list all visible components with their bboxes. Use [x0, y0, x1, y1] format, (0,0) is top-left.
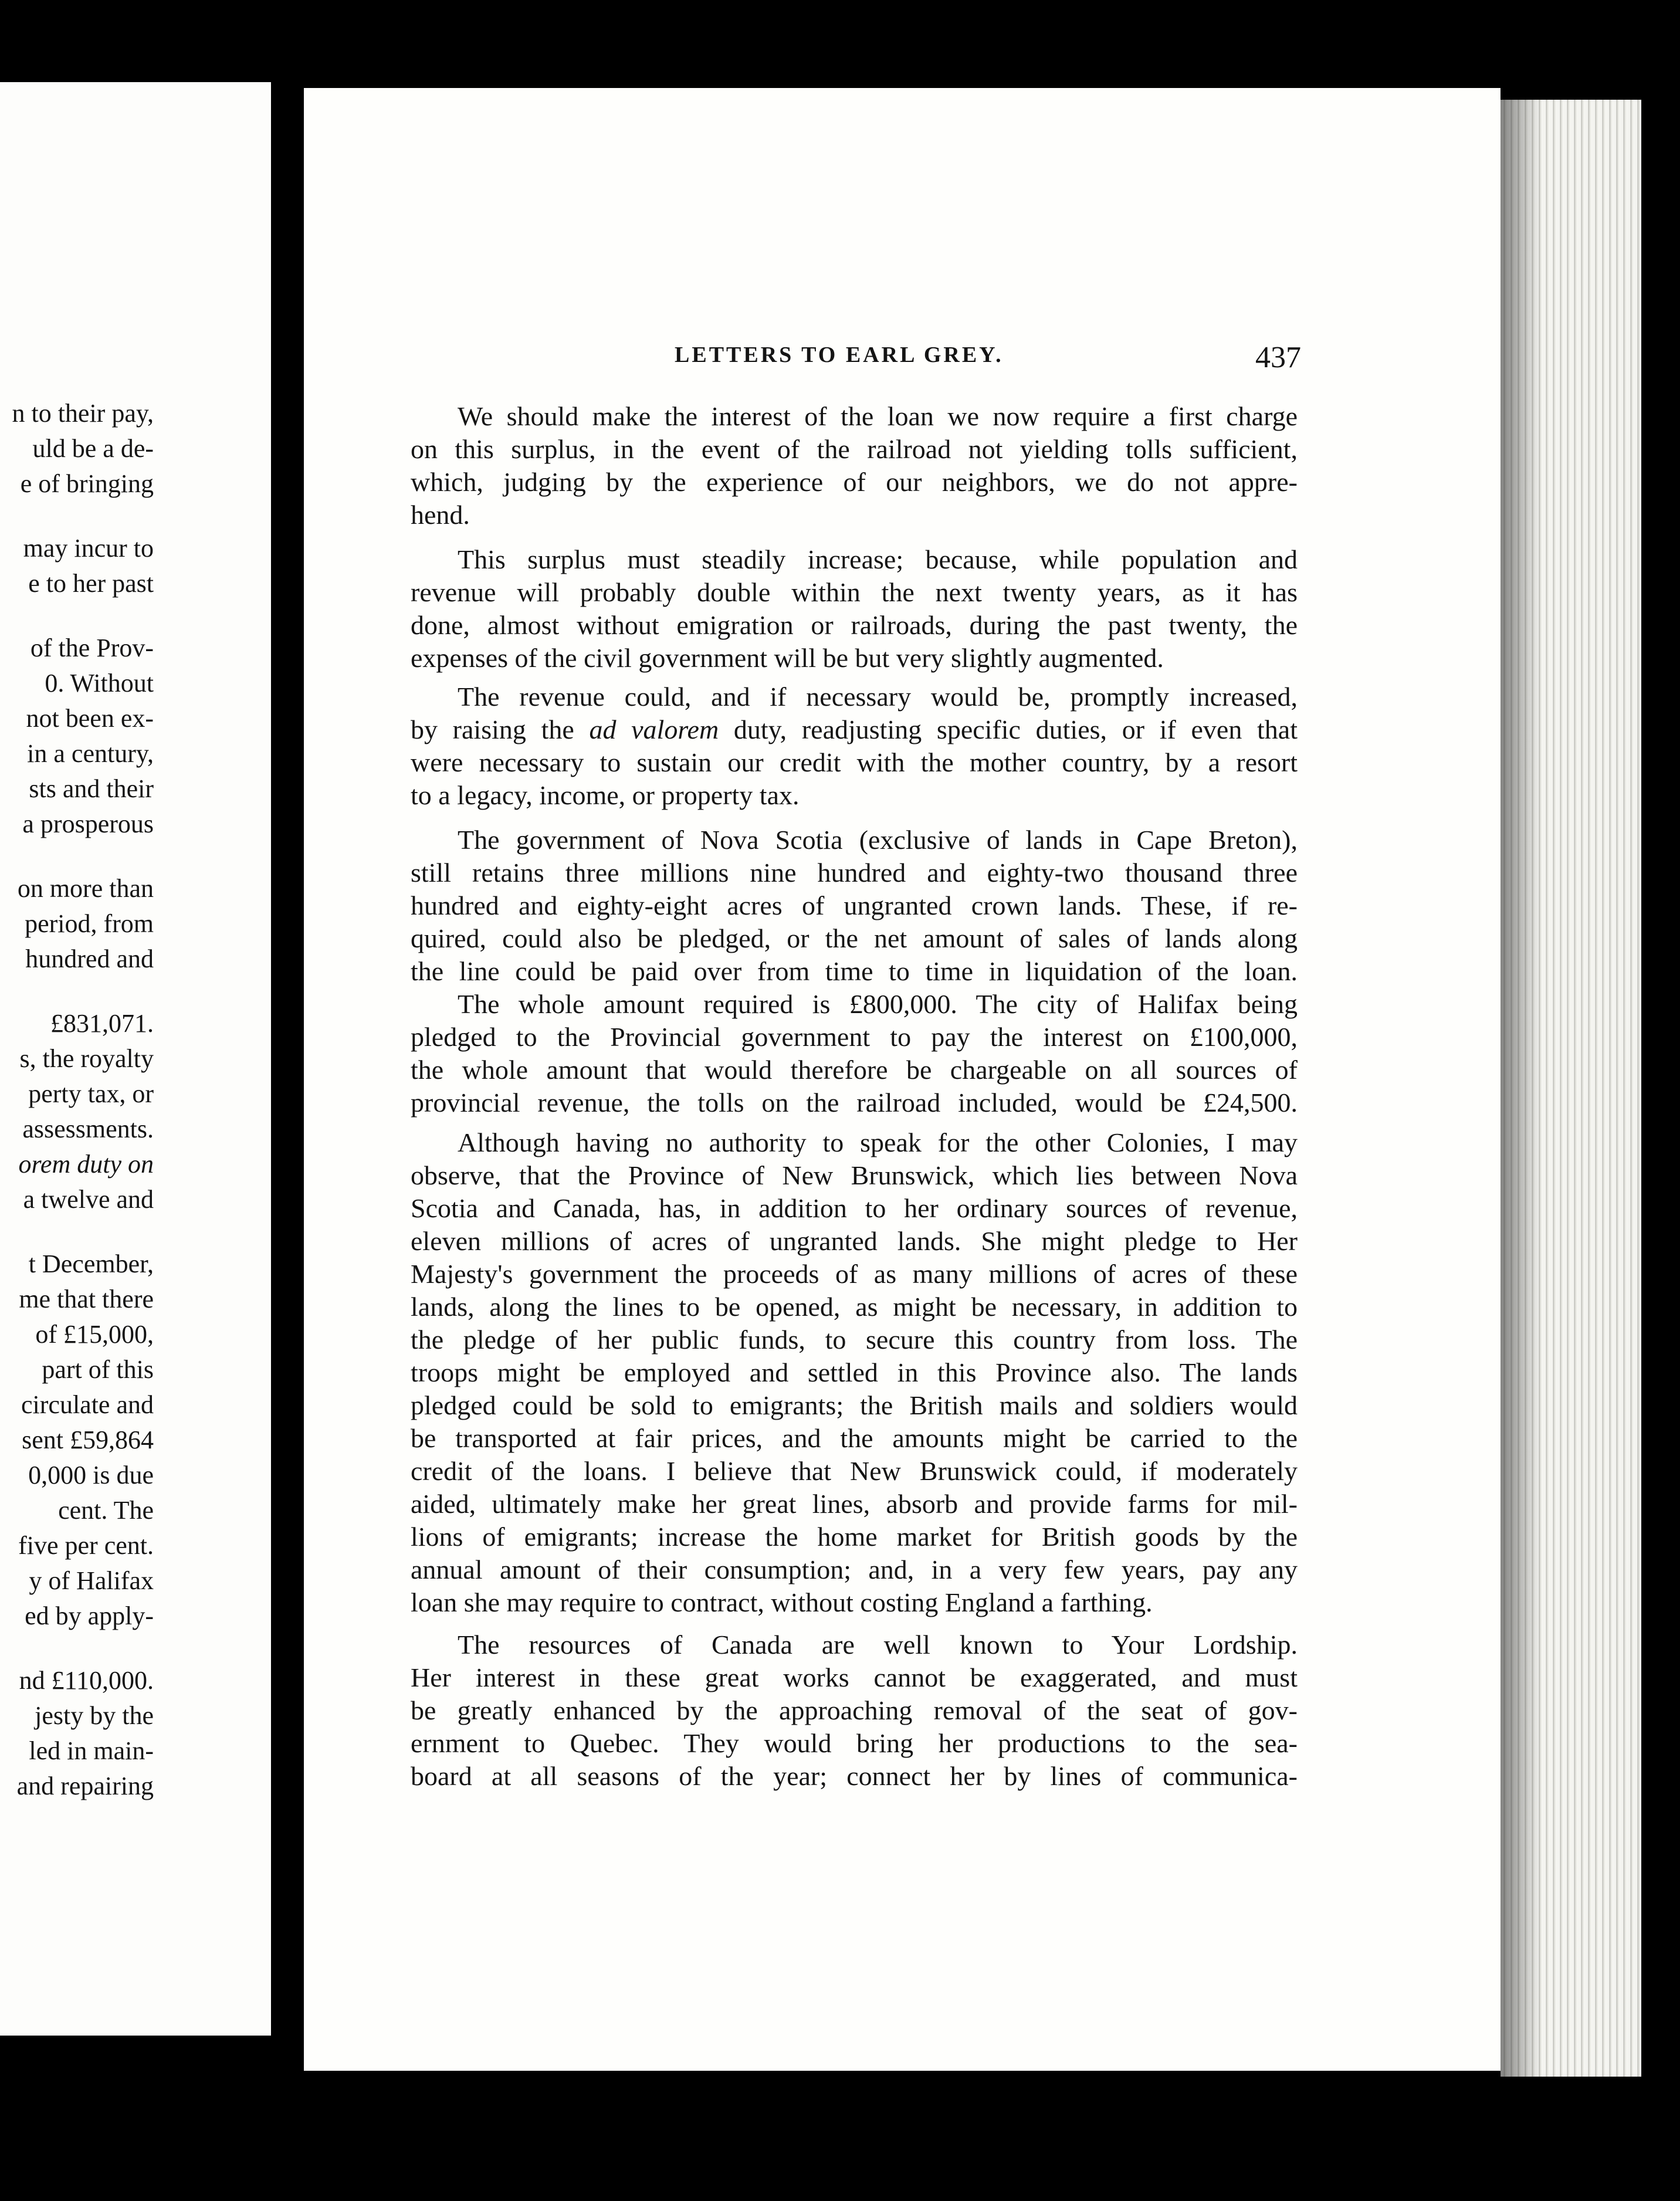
- left-page-line: t December,: [28, 1250, 154, 1278]
- left-page-line: assessments.: [22, 1115, 154, 1143]
- running-head: LETTERS TO EARL GREY.: [675, 343, 1004, 367]
- left-page-line: ed by apply-: [25, 1601, 154, 1630]
- left-page-line: e of bringing: [20, 469, 154, 498]
- left-page-line: sts and their: [29, 774, 154, 803]
- body-line: Although having no authority to speak for the other Colonies, I may: [458, 1127, 1298, 1157]
- left-page-line: of the Prov-: [30, 634, 154, 662]
- left-page-line: y of Halifax: [29, 1566, 154, 1595]
- body-line: expenses of the civil government will be but very slightly augmented.: [411, 643, 1164, 673]
- body-line: The revenue could, and if necessary would be, promptly increased,: [458, 682, 1298, 712]
- body-line: by raising the ad valorem duty, readjusting specific duties, or if even that: [411, 715, 1298, 744]
- body-line: aided, ultimately make her great lines, absorb and provide farms for mil-: [411, 1489, 1298, 1519]
- left-page-line: perty tax, or: [28, 1079, 154, 1108]
- page-number: 437: [1255, 341, 1301, 374]
- body-line: the whole amount that would therefore be chargeable on all sources of: [411, 1055, 1298, 1085]
- left-page-line: 0. Without: [45, 669, 154, 697]
- left-page-line: me that there: [19, 1285, 154, 1313]
- left-page-line: a prosperous: [22, 810, 154, 838]
- body-line: hend.: [411, 500, 470, 530]
- left-page-line: in a century,: [27, 739, 154, 768]
- body-line: quired, could also be pledged, or the net amount of sales of lands along: [411, 923, 1298, 953]
- body-line: lands, along the lines to be opened, as might be necessary, in addition to: [411, 1292, 1298, 1322]
- body-line: observe, that the Province of New Brunswick, which lies between Nova: [411, 1160, 1298, 1190]
- body-line: the line could be paid over from time to time in liquidation of the loan.: [411, 956, 1298, 986]
- left-page-line: period, from: [25, 909, 154, 938]
- left-page-line: e to her past: [28, 569, 154, 598]
- body-line: loan she may require to contract, without costing England a farthing.: [411, 1587, 1153, 1617]
- left-page-line: 0,000 is due: [28, 1461, 154, 1489]
- italic-phrase: ad valorem: [589, 715, 719, 744]
- body-line: hundred and eighty-eight acres of ungranted crown lands. These, if re-: [411, 890, 1298, 920]
- body-line: troops might be employed and settled in this Province also. The lands: [411, 1357, 1298, 1387]
- page-edge-shadow: [1501, 100, 1542, 2077]
- body-line: done, almost without emigration or railroads, during the past twenty, the: [411, 610, 1298, 640]
- book-gutter: [271, 82, 304, 2036]
- body-line: This surplus must steadily increase; because, while population and: [458, 544, 1298, 574]
- body-line: to a legacy, income, or property tax.: [411, 780, 800, 810]
- left-page-line: not been ex-: [26, 704, 154, 733]
- body-line: We should make the interest of the loan we now require a first charge: [458, 401, 1298, 431]
- left-page-line: nd £110,000.: [19, 1666, 154, 1695]
- body-line: be greatly enhanced by the approaching removal of the seat of gov-: [411, 1695, 1298, 1725]
- left-page-line: circulate and: [21, 1390, 154, 1419]
- left-page-line: on more than: [17, 874, 154, 903]
- body-line: revenue will probably double within the next twenty years, as it has: [411, 577, 1298, 607]
- left-page-line: sent £59,864: [22, 1425, 154, 1454]
- left-facing-page: [0, 82, 271, 2036]
- body-line: credit of the loans. I believe that New Brunswick could, if moderately: [411, 1456, 1298, 1486]
- left-page-line: n to their pay,: [12, 399, 154, 428]
- body-line: be transported at fair prices, and the amounts might be carried to the: [411, 1423, 1298, 1453]
- left-page-line: jesty by the: [35, 1701, 154, 1730]
- body-line: Her interest in these great works cannot be exaggerated, and must: [411, 1662, 1298, 1692]
- body-line: were necessary to sustain our credit with the mother country, by a resort: [411, 747, 1298, 777]
- body-line: annual amount of their consumption; and, in a very few years, pay any: [411, 1555, 1298, 1584]
- body-line: the pledge of her public funds, to secure this country from loss. The: [411, 1325, 1298, 1355]
- body-line: ernment to Quebec. They would bring her productions to the sea-: [411, 1728, 1298, 1758]
- body-line: Scotia and Canada, has, in addition to her ordinary sources of revenue,: [411, 1193, 1298, 1223]
- left-page-line: hundred and: [25, 944, 154, 973]
- body-line: The whole amount required is £800,000. The city of Halifax being: [458, 989, 1298, 1019]
- left-page-line: and repairing: [16, 1772, 154, 1800]
- left-page-line: s, the royalty: [19, 1044, 154, 1073]
- left-page-line: of £15,000,: [35, 1320, 154, 1349]
- body-line: The government of Nova Scotia (exclusive of lands in Cape Breton),: [458, 825, 1298, 855]
- left-page-line: part of this: [42, 1355, 154, 1384]
- left-page-line: five per cent.: [18, 1531, 154, 1560]
- left-page-line: orem duty on: [18, 1150, 154, 1179]
- body-line: The resources of Canada are well known to Your Lordship.: [458, 1630, 1298, 1660]
- body-line: lions of emigrants; increase the home market for British goods by the: [411, 1522, 1298, 1552]
- body-line: provincial revenue, the tolls on the railroad included, would be £24,500.: [411, 1088, 1298, 1118]
- body-line: pledged could be sold to emigrants; the British mails and soldiers would: [411, 1390, 1298, 1420]
- left-page-line: led in main-: [29, 1736, 154, 1765]
- left-page-line: uld be a de-: [32, 434, 154, 463]
- left-page-line: may incur to: [23, 534, 154, 563]
- left-page-line: cent. The: [58, 1496, 154, 1525]
- body-line: still retains three millions nine hundred and eighty-two thousand three: [411, 858, 1298, 888]
- body-line: which, judging by the experience of our neighbors, we do not appre-: [411, 467, 1298, 497]
- body-line: board at all seasons of the year; connect her by lines of communica-: [411, 1761, 1298, 1791]
- body-line: on this surplus, in the event of the railroad not yielding tolls sufficient,: [411, 434, 1298, 464]
- left-page-line: £831,071.: [50, 1009, 154, 1038]
- body-line: pledged to the Provincial government to pay the interest on £100,000,: [411, 1022, 1298, 1052]
- body-line: eleven millions of acres of ungranted lands. She might pledge to Her: [411, 1226, 1298, 1256]
- left-page-line: a twelve and: [23, 1185, 154, 1214]
- body-line: Majesty's government the proceeds of as many millions of acres of these: [411, 1259, 1298, 1289]
